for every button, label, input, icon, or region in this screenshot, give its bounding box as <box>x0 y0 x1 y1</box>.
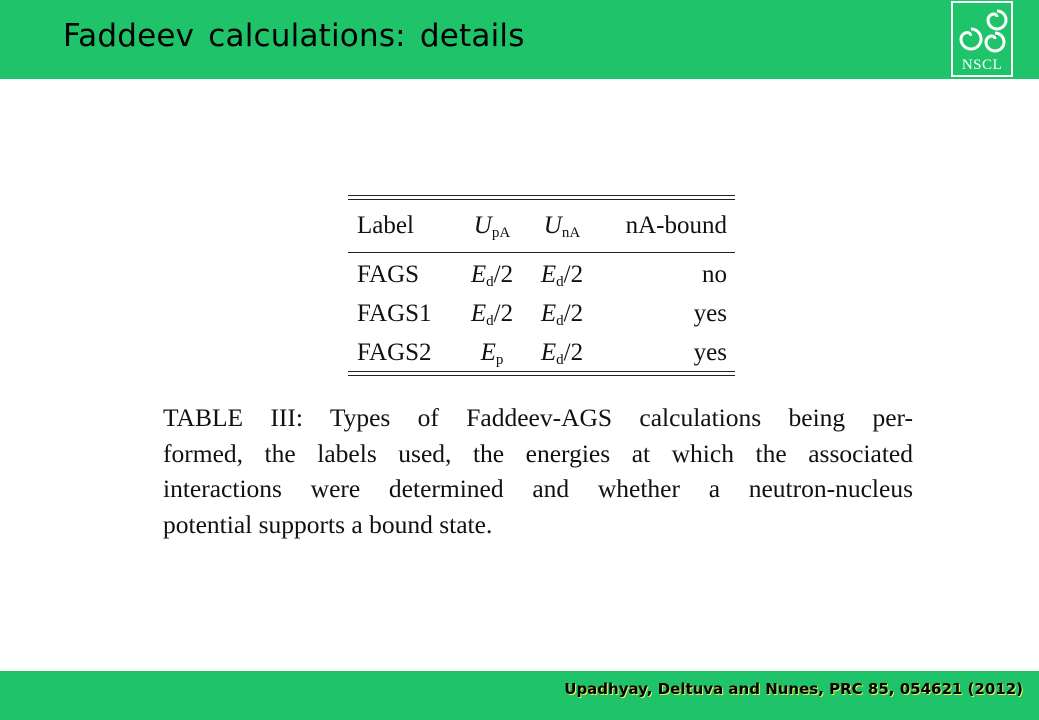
table-caption <box>163 400 913 542</box>
row-bound: yes <box>693 339 727 366</box>
caption-line: interactions were determined and whether a neutron-nucleus <box>163 474 913 503</box>
data-table <box>348 195 735 376</box>
nscl-logo <box>951 1 1013 77</box>
row-upa: $E_d/2$ <box>470 300 514 329</box>
header-bar <box>0 0 1039 79</box>
row-bound: no <box>702 261 727 288</box>
row-una: $E_d/2$ <box>540 339 584 368</box>
citation: Upadhyay, Deltuva and Nunes, PRC 85, 054621 (2012) <box>564 680 1023 698</box>
table-row <box>348 331 735 370</box>
table-header-row <box>348 200 735 252</box>
row-bound: yes <box>693 300 727 327</box>
caption-line: formed, the labels used, the energies at which the associated <box>163 438 913 468</box>
footer-bar <box>0 671 1039 720</box>
slide-title: Faddeev calculations: details <box>63 18 525 54</box>
logo-text: NSCL <box>961 57 1003 73</box>
header-upa: $U_{pA}$ <box>473 212 511 241</box>
row-label: FAGS <box>357 261 420 288</box>
caption-line: TABLE III: Types of Faddeev-AGS calculations being per- <box>163 403 913 432</box>
header-una: $U_{nA}$ <box>543 212 581 241</box>
table-row <box>348 253 735 292</box>
row-label: FAGS1 <box>357 300 432 327</box>
row-label: FAGS2 <box>357 339 432 366</box>
row-upa: $E_p$ <box>480 339 504 368</box>
row-upa: $E_d/2$ <box>470 261 514 290</box>
header-nabound: nA-bound <box>625 212 727 239</box>
table-bottom-rule <box>348 371 735 376</box>
caption-line: potential supports a bound state. <box>163 509 493 539</box>
row-una: $E_d/2$ <box>540 261 584 290</box>
table-row <box>348 292 735 331</box>
header-label: Label <box>357 212 414 239</box>
row-una: $E_d/2$ <box>540 300 584 329</box>
